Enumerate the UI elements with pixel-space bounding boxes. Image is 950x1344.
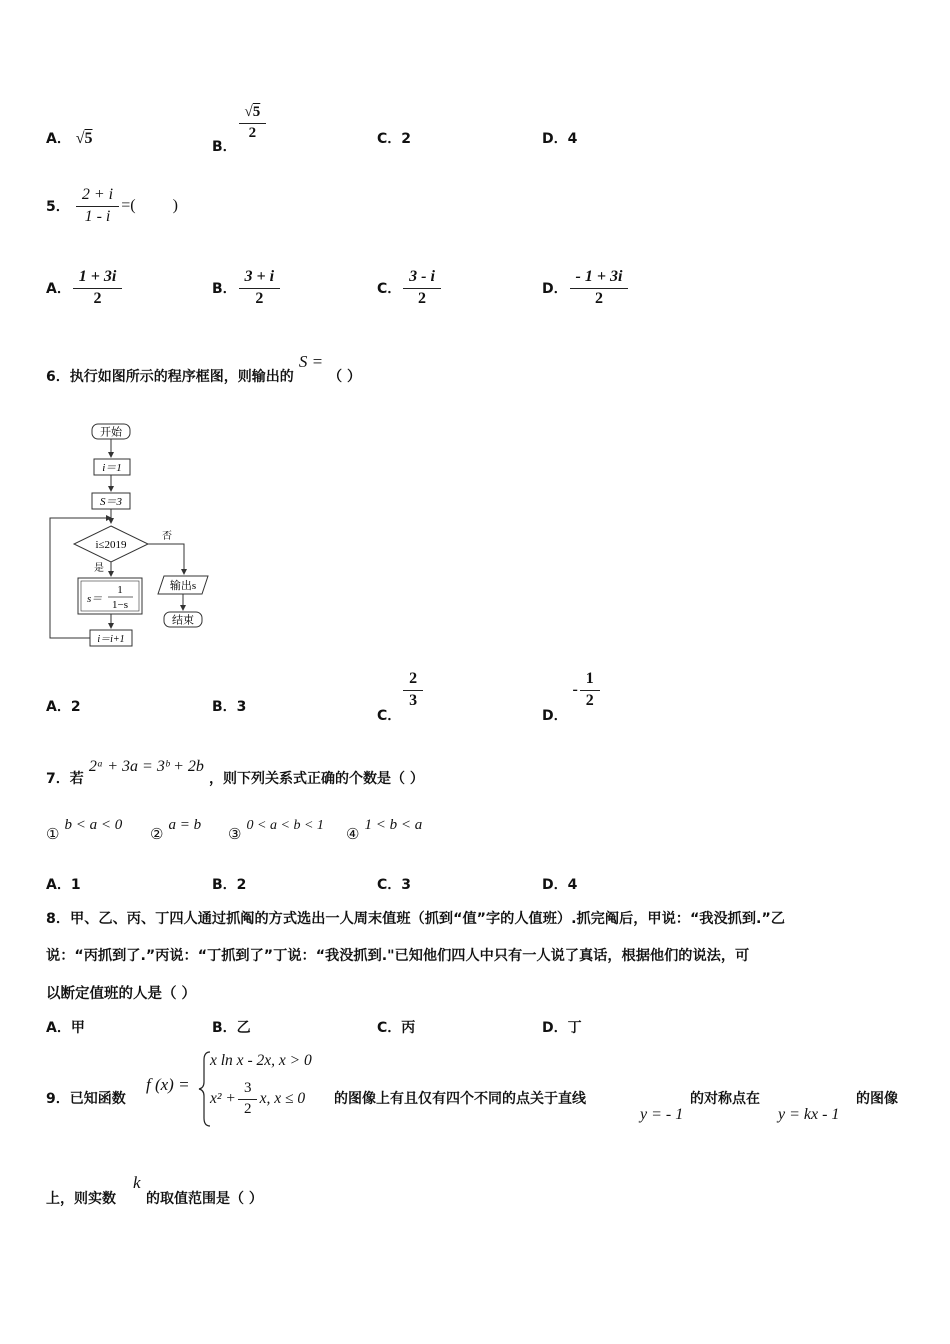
q7-option-d: D．4 [542, 877, 578, 893]
q4-option-a: A． √5 [46, 130, 93, 147]
flow-assign-lhs: s＝ [87, 593, 103, 605]
q7-stem: 7．若 2ᵃ + 3a = 3ᵇ + 2b ，则下列关系式正确的个数是（ ） [46, 758, 424, 787]
q6-option-b: B．3 [212, 699, 247, 715]
q9-k: k [133, 1173, 141, 1192]
flow-output-text: 输出s [169, 580, 197, 592]
flow-assign-num: 1 [117, 584, 123, 596]
q9-line-eq: y = - 1 [640, 1106, 684, 1123]
q9-fx: f (x) = [146, 1075, 190, 1094]
q7-option-a: A．1 [46, 877, 81, 893]
q5-option-c: C． $\frac{3 - i}{2}$ [377, 268, 438, 308]
q8-line-2: 说：“丙抓到了.”丙说：“丁抓到了”丁说：“我没抓到."已知他们四人中只有一人说了真话，根据他们的说法，可 [46, 948, 750, 964]
q8-option-c: C．丙 [377, 1020, 416, 1036]
q9-line-2-suffix: 的取值范围是（ ） [146, 1191, 263, 1207]
q8-line-3: 以断定值班的人是（ ） [46, 986, 197, 1002]
flow-decision-text: i≤2019 [95, 539, 127, 551]
flow-init-s-text: S＝3 [100, 496, 122, 508]
flow-assign-den: 1−s [112, 599, 128, 611]
q4-option-c: C．2 [377, 131, 412, 147]
q4-option-d: D．4 [542, 131, 578, 147]
q9-prefix: 9．已知函数 [46, 1091, 126, 1107]
q9-mid-2: 的对称点在 [690, 1091, 760, 1107]
flow-start-text: 开始 [100, 426, 122, 439]
sqrt-5: √5 [75, 130, 93, 147]
q8-line-1: 8．甲、乙、丙、丁四人通过抓阄的方式选出一人周末值班（抓到“值”字的人值班）.抓完阄后，甲说：“我没抓到.”乙 [46, 911, 785, 927]
q6-option-a: A．2 [46, 699, 81, 715]
q5-option-b: B． $\frac{3 + i}{2}$ [212, 268, 277, 308]
q9-line-2-prefix: 上，则实数 [46, 1191, 116, 1207]
q7-option-c: C．3 [377, 877, 412, 893]
flowchart [40, 418, 230, 658]
q8-option-b: B．乙 [212, 1020, 251, 1036]
q8-option-d: D．丁 [542, 1020, 582, 1036]
q9-case-2: x² + $\frac{3}{2}$ x, x ≤ 0 [210, 1080, 306, 1117]
flow-end-text: 结束 [172, 614, 194, 627]
q6-stem: 6．执行如图所示的程序框图，则输出的 S = （ ） [46, 352, 362, 385]
flow-increment-text: i＝i+1 [97, 634, 125, 645]
q4-option-b: B． $\frac{√5}{2}$ [212, 104, 263, 142]
q6-option-c: C． $\frac{2}{3}$ [377, 670, 420, 710]
q7-item-1: ① b < a < 0 [46, 817, 123, 843]
q9-mid-1: 的图像上有且仅有四个不同的点关于直线 [334, 1091, 586, 1107]
flow-no-label: 否 [162, 531, 172, 542]
q9-case-1: x ln x - 2x, x > 0 [210, 1052, 312, 1069]
q9-curve-eq: y = kx - 1 [778, 1106, 840, 1123]
flow-yes-label: 是 [94, 563, 104, 574]
q7-option-b: B．2 [212, 877, 247, 893]
q5-fraction: $\frac{2 + i}{1 - i}$ [79, 186, 116, 226]
q7-item-3: ③ 0 < a < b < 1 [228, 818, 324, 843]
q9-mid-3: 的图像 [856, 1091, 898, 1107]
q6-option-d: D． - $\frac{1}{2}$ [542, 670, 597, 710]
q7-item-2: ② a = b [150, 817, 202, 843]
q4-b-fraction: $\frac{√5}{2}$ [242, 104, 264, 142]
q5-stem: 5． $\frac{2 + i}{1 - i}$ =( ) [46, 186, 178, 225]
flow-init-i-text: i＝1 [102, 462, 122, 474]
q5-option-a: A． $\frac{1 + 3i}{2}$ [46, 268, 119, 308]
q8-option-a: A．甲 [46, 1020, 85, 1036]
q5-option-d: D． $\frac{- 1 + 3i}{2}$ [542, 268, 625, 308]
q7-item-4: ④ 1 < b < a [346, 817, 423, 843]
